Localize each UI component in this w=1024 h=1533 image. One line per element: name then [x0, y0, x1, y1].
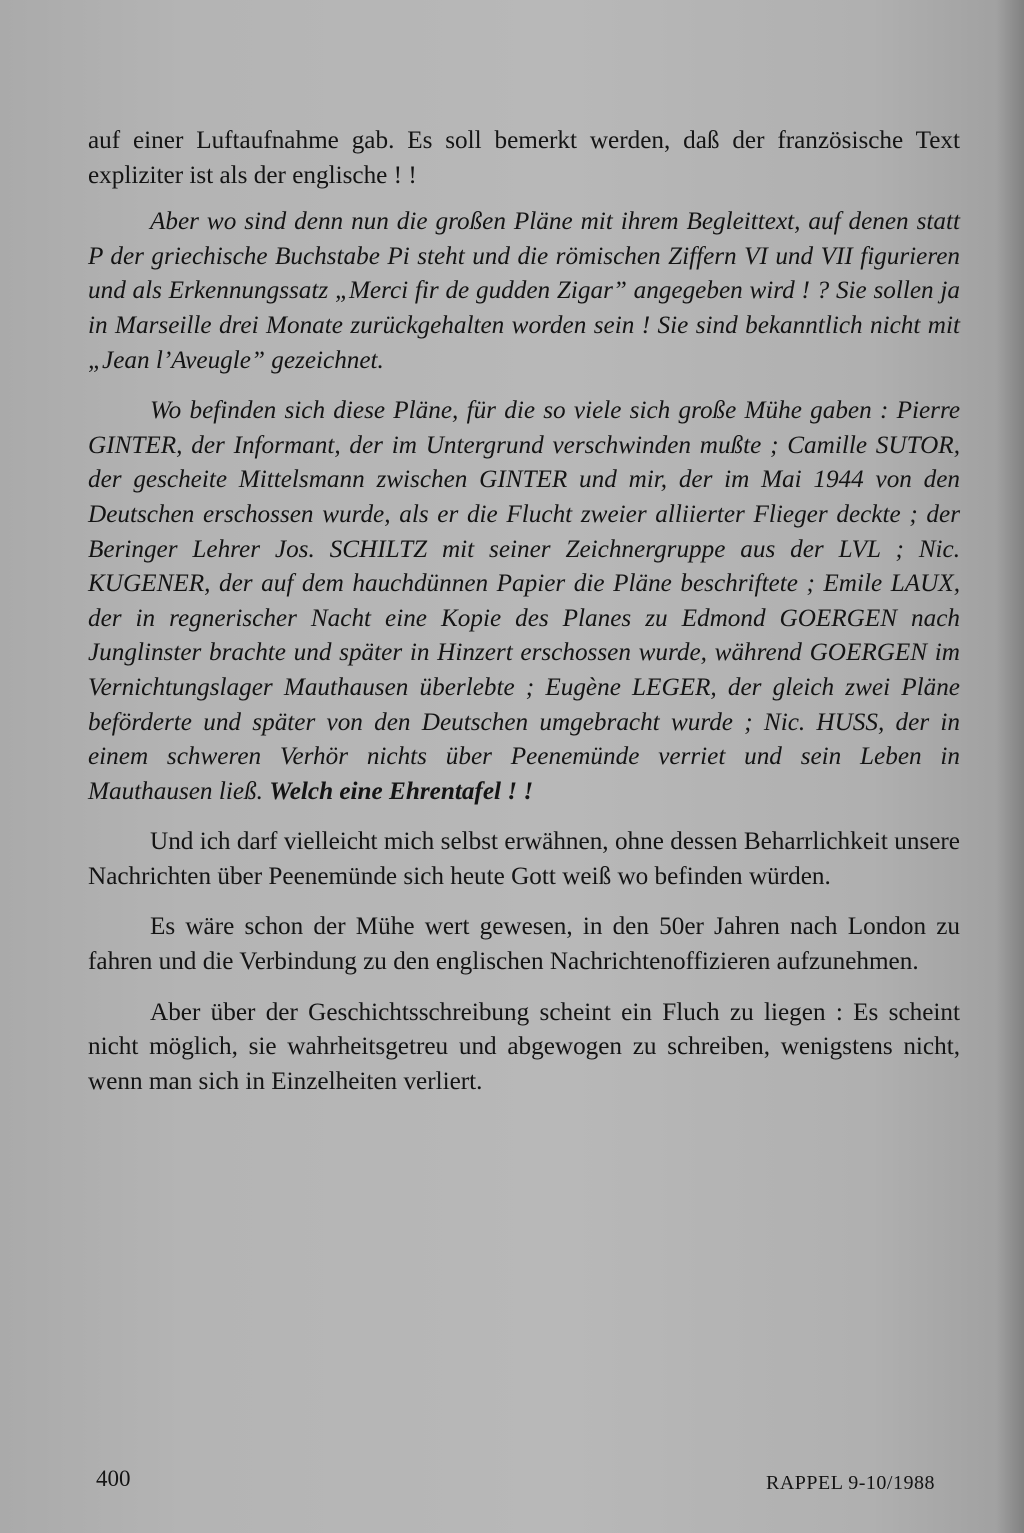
page-edge-shadow: [996, 0, 1024, 1533]
paragraph-5: Es wäre schon der Mühe wert gewesen, in den 50er Jahren nach London zu fahren und die Verbindung zu den englischen Nachrichtenoffizieren aufzunehmen.: [88, 913, 960, 976]
paragraph-1: auf einer Luftaufnahme gab. Es soll bemerkt werden, daß der französische Text expliziter ist als der englische ! !: [88, 127, 960, 189]
page-number: 400: [96, 1466, 131, 1491]
paragraph-3-emphasis: Welch eine Ehrentafel ! !: [269, 777, 534, 805]
paragraph-4: Und ich darf vielleicht mich selbst erwähnen, ohne dessen Beharrlichkeit unsere Nachrichten über Peenemünde sich heute Gott weiß wo befinden würden.: [88, 828, 960, 890]
paragraph-3: [88, 394, 960, 809]
paragraph-6: Aber über der Geschichtsschreibung scheint ein Fluch zu liegen : Es scheint nicht möglich, sie wahrheitsgetreu und abgewogen zu schreiben, wenigstens nicht, wenn man sich in Einzelheiten verliert.: [88, 998, 960, 1095]
body-text: [88, 124, 960, 1111]
paragraph-2: Aber wo sind denn nun die großen Pläne mit ihrem Begleittext, auf denen statt P der griechische Buchstabe Pi steht und die römischen Ziffern VI und VII figurieren und als Erkennungssatz „Merci fir de gudden Zigar” angegeben wird ! ? Sie sollen ja in Marseille drei Monate zurückgehalten worden sein ! Sie sind bekanntlich nicht mit „Jean l’Aveugle” gezeichnet.: [88, 208, 960, 374]
journal-reference: RAPPEL 9-10/1988: [766, 1472, 935, 1494]
paragraph-3-main: Wo befinden sich diese Pläne, für die so viele sich große Mühe gaben : Pierre GINTER, der Informant, der im Untergrund verschwinden mußte ; Camille SUTOR, der gescheite Mittelsmann zwischen GINTER und mir, der im Mai 1944 von den Deutschen erschossen wurde, als er die Flucht zweier alliierter Flieger deckte ; der Beringer Lehrer Jos. SCHILTZ mit seiner Zeichnergruppe aus der LVL ; Nic. KUGENER, der auf dem hauchdünnen Papier die Pläne beschriftete ; Emile LAUX, der in regnerischer Nacht eine Kopie des Planes zu Edmond GOERGEN nach Junglinster brachte und später in Hinzert erschossen wurde, während GOERGEN im Vernichtungslager Mauthausen überlebte ; Eugène LEGER, der gleich zwei Pläne beförderte und später von den Deutschen umgebracht wurde ; Nic. HUSS, der in einem schweren Verhör nichts über Peenemünde verriet und sein Leben in Mauthausen ließ.: [88, 397, 960, 805]
